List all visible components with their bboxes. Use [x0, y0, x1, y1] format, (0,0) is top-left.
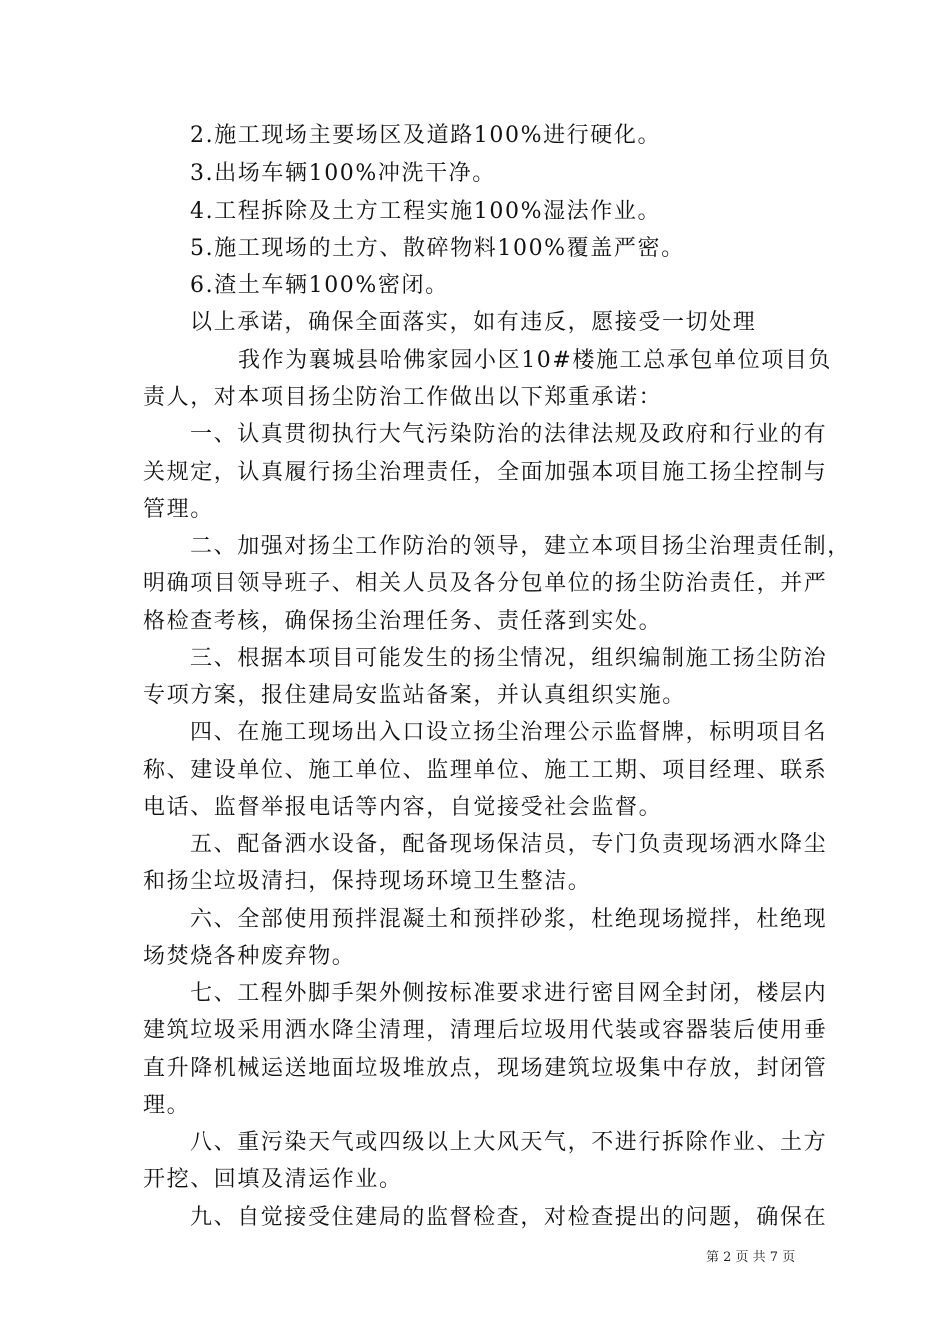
text-line: 2.施工现场主要场区及道路100%进行硬化。	[190, 123, 662, 148]
text-line: 和扬尘垃圾清扫，保持现场环境卫生整洁。	[143, 869, 592, 894]
text-line: 关规定，认真履行扬尘治理责任，全面加强本项目施工扬尘控制与	[143, 460, 828, 485]
text-line: 场焚烧各种废弃物。	[143, 944, 356, 969]
text-line: 专项方案，报住建局安监站备案，并认真组织实施。	[143, 683, 686, 708]
text-line: 六、全部使用预拌混凝土和预拌砂浆，杜绝现场搅拌，杜绝现	[190, 907, 828, 932]
text-line: 四、在施工现场出入口设立扬尘治理公示监督牌，标明项目名	[190, 720, 828, 745]
text-line: 三、根据本项目可能发生的扬尘情况，组织编制施工扬尘防治	[190, 646, 828, 671]
text-line: 二、加强对扬尘工作防治的领导，建立本项目扬尘治理责任制，	[190, 534, 851, 559]
text-line: 格检查考核，确保扬尘治理任务、责任落到实处。	[143, 609, 663, 634]
text-line: 称、建设单位、施工单位、监理单位、施工工期、项目经理、联系	[143, 758, 828, 783]
text-line: 建筑垃圾采用洒水降尘清理，清理后垃圾用代装或容器装后使用垂	[143, 1018, 828, 1043]
text-line: 理。	[143, 1093, 191, 1118]
text-line: 九、自觉接受住建局的监督检查，对检查提出的问题，确保在	[190, 1205, 828, 1230]
text-line: 直升降机械运送地面垃圾堆放点，现场建筑垃圾集中存放，封闭管	[143, 1056, 828, 1081]
text-line: 一、认真贯彻执行大气污染防治的法律法规及政府和行业的有	[190, 422, 828, 447]
text-line: 电话、监督举报电话等内容，自觉接受社会监督。	[143, 795, 663, 820]
text-line: 5.施工现场的土方、散碎物料100%覆盖严密。	[190, 236, 685, 261]
text-line: 管理。	[143, 497, 214, 522]
text-line: 4.工程拆除及土方工程实施100%湿法作业。	[190, 199, 662, 224]
text-line: 3.出场车辆100%冲洗干净。	[190, 161, 496, 186]
text-line: 明确项目领导班子、相关人员及各分包单位的扬尘防治责任，并严	[143, 571, 828, 596]
text-line: 责人，对本项目扬尘防治工作做出以下郑重承诺：	[143, 385, 663, 410]
text-line: 五、配备洒水设备，配备现场保洁员，专门负责现场洒水降尘	[190, 832, 828, 857]
text-line: 6.渣土车辆100%密闭。	[190, 273, 449, 298]
text-line: 开挖、回填及清运作业。	[143, 1167, 403, 1192]
page-number: 第 2 页 共 7 页	[706, 1250, 796, 1265]
text-line: 八、重污染天气或四级以上大风天气，不进行拆除作业、土方	[190, 1130, 828, 1155]
text-line: 七、工程外脚手架外侧按标准要求进行密目网全封闭，楼层内	[190, 981, 828, 1006]
text-line: 以上承诺，确保全面落实，如有违反，愿接受一切处理	[190, 310, 757, 335]
text-line: 我作为襄城县哈佛家园小区10#楼施工总承包单位项目负	[238, 348, 833, 373]
